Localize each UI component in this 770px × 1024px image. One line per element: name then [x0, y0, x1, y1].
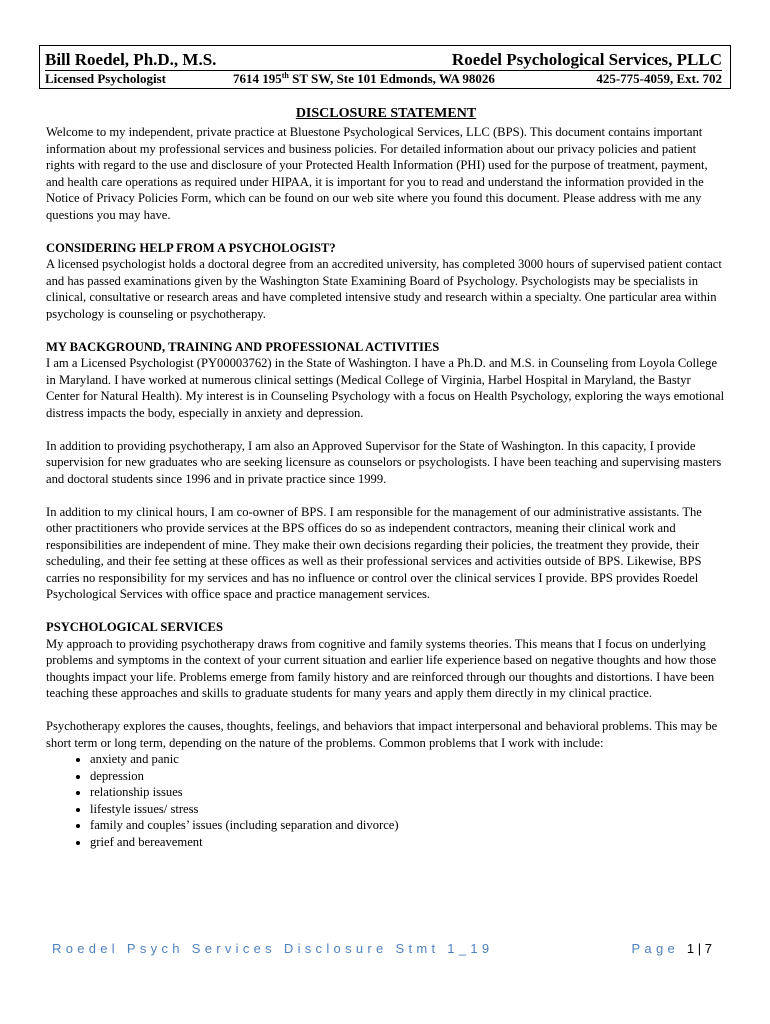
section-heading-services: PSYCHOLOGICAL SERVICES	[46, 620, 223, 634]
services-paragraph-2: Psychotherapy explores the causes, thoughts, feelings, and behaviors that impact interpersonal and behavioral problems. This may be short term or long term, depending on the nature of the problems. Common problems that I work with include:	[46, 719, 718, 750]
list-item: • anxiety and panic	[90, 751, 726, 768]
office-address: 7614 195th ST SW, Ste 101 Edmonds, WA 98026	[233, 71, 495, 86]
section-heading-background: MY BACKGROUND, TRAINING AND PROFESSIONAL ACTIVITIES	[46, 339, 440, 354]
author-title: Licensed Psychologist	[45, 71, 166, 86]
section-heading-considering-help: CONSIDERING HELP FROM A PSYCHOLOGIST?	[46, 240, 336, 255]
intro-paragraph: Welcome to my independent, private practice at Bluestone Psychological Services, LLC (BPS). This document contains important information about my professional services and business policies. For detailed information about our privacy policies and patient rights with regard to the use and disclosure of your Protected Health Information (PHI) used for the purpose of treatment, payment, and health care operations as required under HIPAA, it is important for you to read and understand the information provided in the Notice of Privacy Policies Form, which can be found on our web site where you found this document. Please address with me any questions you may have.	[46, 125, 708, 222]
letterhead-top-row	[45, 50, 722, 71]
author-name: Bill Roedel, Ph.D., M.S.	[45, 50, 217, 69]
list-item: • lifestyle issues/ stress	[90, 801, 726, 818]
page-number: Page 1 | 7	[631, 941, 712, 956]
office-phone: 425-775-4059, Ext. 702	[596, 71, 722, 86]
background-paragraph-2: In addition to providing psychotherapy, I am also an Approved Supervisor for the State of Washington. In this capacity, I provide supervision for new graduates who are seeking licensure as counselors or psychologists. I have been teaching and supervising masters and doctoral students since 1996 and in private practice since 1999.	[46, 438, 722, 486]
list-item: • depression	[90, 768, 726, 785]
list-item: • family and couples’ issues (including separation and divorce)	[90, 817, 726, 834]
document-body	[46, 105, 726, 850]
background-paragraph-1: I am a Licensed Psychologist (PY00003762) in the State of Washington. I have a Ph.D. and M.S. in Counseling from Loyola College in Maryland. I have worked at numerous clinical settings (Medical College of Virginia, Harbel Hospital in Maryland, the Bastyr Center for Natural Health). My interest is in Counseling Psychology with a focus on Health Psychology, exploring the ways emotional distress impacts the body, especially in anxiety and depression.	[46, 356, 725, 420]
practice-name: Roedel Psychological Services, PLLC	[451, 50, 722, 69]
common-problems-list	[46, 751, 726, 850]
document-title: DISCLOSURE STATEMENT	[295, 106, 477, 121]
list-item: • grief and bereavement	[90, 834, 726, 851]
letterhead	[39, 45, 731, 89]
considering-help-paragraph: A licensed psychologist holds a doctoral degree from an accredited university, has completed 3000 hours of supervised patient contact and has passed examinations given by the Washington State Examining Board of Psychology. Psychologists may be specialists in clinical, consultative or research areas and have completed intensive study and research within a specialty. One particular area within psychology is counseling or psychotherapy.	[46, 257, 722, 321]
footer-document-id: Roedel Psych Services Disclosure Stmt 1_19	[52, 941, 494, 956]
letterhead-bottom-row	[45, 70, 722, 88]
background-paragraph-3: In addition to my clinical hours, I am co-owner of BPS. I am responsible for the management of our administrative assistants. The other practitioners who provide services at the BPS offices do so as independent contractors, meaning their clinical work and responsibilities are independent of mine. They make their own decisions regarding their policies, the treatment they provide, their scheduling, and their fee setting at these offices as well as their professional services and activities outside of BPS. Likewise, BPS carries no responsibility for my services and has no influence or control over the clinical services I provide. BPS provides Roedel Psychological Services with office space and practice management services.	[46, 504, 702, 601]
list-item: • relationship issues	[90, 784, 726, 801]
services-paragraph-1: My approach to providing psychotherapy draws from cognitive and family systems theories. This means that I focus on underlying problems and symptoms in the context of your current situation and earlier life experience based on negative thoughts and how those thoughts impact your life. Problems emerge from family history and are reinforced through our thoughts and distortions. I have been teaching these approaches and skills to graduate students for many years and apply them directly in my clinical practice.	[46, 636, 717, 700]
